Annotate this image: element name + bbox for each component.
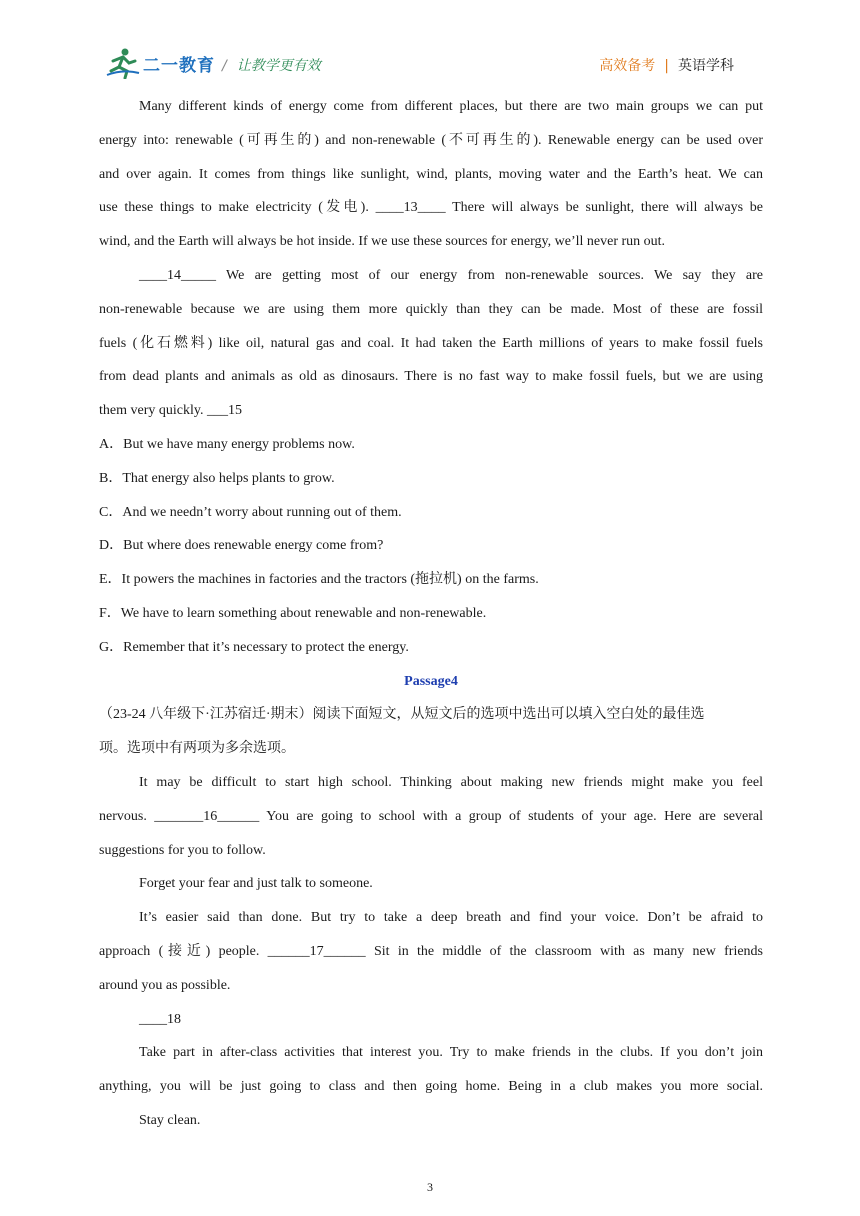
text-line: them very quickly. ___15	[99, 403, 242, 419]
text-line: It may be difficult to start high school. Thinking about making new friends might make you feel	[139, 774, 763, 790]
passage-title: Passage4	[404, 673, 458, 689]
text-line: E．It powers the machines in factories and the tractors (拖拉机) on the farms.	[99, 572, 539, 588]
text-line: energy into: renewable (可再生的) and non-renewable (不可再生的). Renewable energy can be used over	[99, 132, 763, 148]
text-line: anything, you will be just going to class and then going home. Being in a club makes you more social.	[99, 1079, 763, 1095]
text-line: B．That energy also helps plants to grow.	[99, 470, 335, 486]
text-line: from dead plants and animals as old as dinosaurs. There is no fast way to make fossil fuels, but we are using	[99, 369, 763, 385]
subject-tag: 高效备考 | 英语学科	[599, 58, 734, 74]
text-line: nervous. _______16______ You are going to school with a group of students of your age. Here are several	[99, 808, 763, 824]
runner-logo-icon	[105, 47, 141, 79]
brand-name: 二一教育	[143, 55, 215, 76]
text-line: approach (接近) people. ______17______ Sit in the middle of the classroom with as many new friends	[99, 943, 763, 959]
text-line: 项。选项中有两项为多余选项。	[99, 741, 295, 757]
text-line: F．We have to learn something about renewable and non-renewable.	[99, 605, 487, 621]
page-header	[0, 0, 860, 90]
text-line: around you as possible.	[99, 977, 231, 993]
text-line: ____18	[139, 1011, 181, 1027]
logo	[105, 46, 215, 80]
text-line: D．But where does renewable energy come from?	[99, 538, 384, 554]
text-line: Take part in after-class activities that interest you. Try to make friends in the clubs. If you don’t join	[139, 1045, 763, 1061]
text-line: C．And we needn’t worry about running out of them.	[99, 504, 402, 520]
text-line: It’s easier said than done. But try to take a deep breath and find your voice. Don’t be afraid to	[139, 910, 763, 926]
text-line: wind, and the Earth will always be hot inside. If we use these sources for energy, we’ll never run out.	[99, 234, 666, 250]
text-line: A．But we have many energy problems now.	[99, 436, 355, 452]
slogan: / 让教学更有效	[222, 58, 321, 74]
text-line: Stay clean.	[139, 1112, 201, 1128]
text-line: G．Remember that it’s necessary to protect the energy.	[99, 639, 409, 655]
document-body	[99, 90, 763, 1138]
page-number: 3	[427, 1180, 433, 1194]
text-line: use these things to make electricity (发电). ____13____ There will always be sunlight, there will always be	[99, 200, 763, 216]
text-line: non-renewable because we are using them more quickly than they can be made. Most of these are fossil	[99, 301, 763, 317]
text-line: （23-24 八年级下·江苏宿迁·期末）阅读下面短文，从短文后的选项中选出可以填入空白处的最佳选	[99, 707, 705, 723]
text-line: and over again. It comes from things like sunlight, wind, plants, moving water and the Earth’s heat. We can	[99, 166, 763, 182]
text-line: Forget your fear and just talk to someone.	[139, 876, 373, 892]
text-line: Many different kinds of energy come from different places, but there are two main groups we can put	[139, 99, 763, 114]
text-line: suggestions for you to follow.	[99, 842, 266, 858]
text-line: ____14_____ We are getting most of our energy from non-renewable sources. We say they are	[139, 267, 763, 283]
text-line: fuels (化石燃料) like oil, natural gas and coal. It had taken the Earth millions of years to make fossil fuels	[99, 335, 763, 351]
